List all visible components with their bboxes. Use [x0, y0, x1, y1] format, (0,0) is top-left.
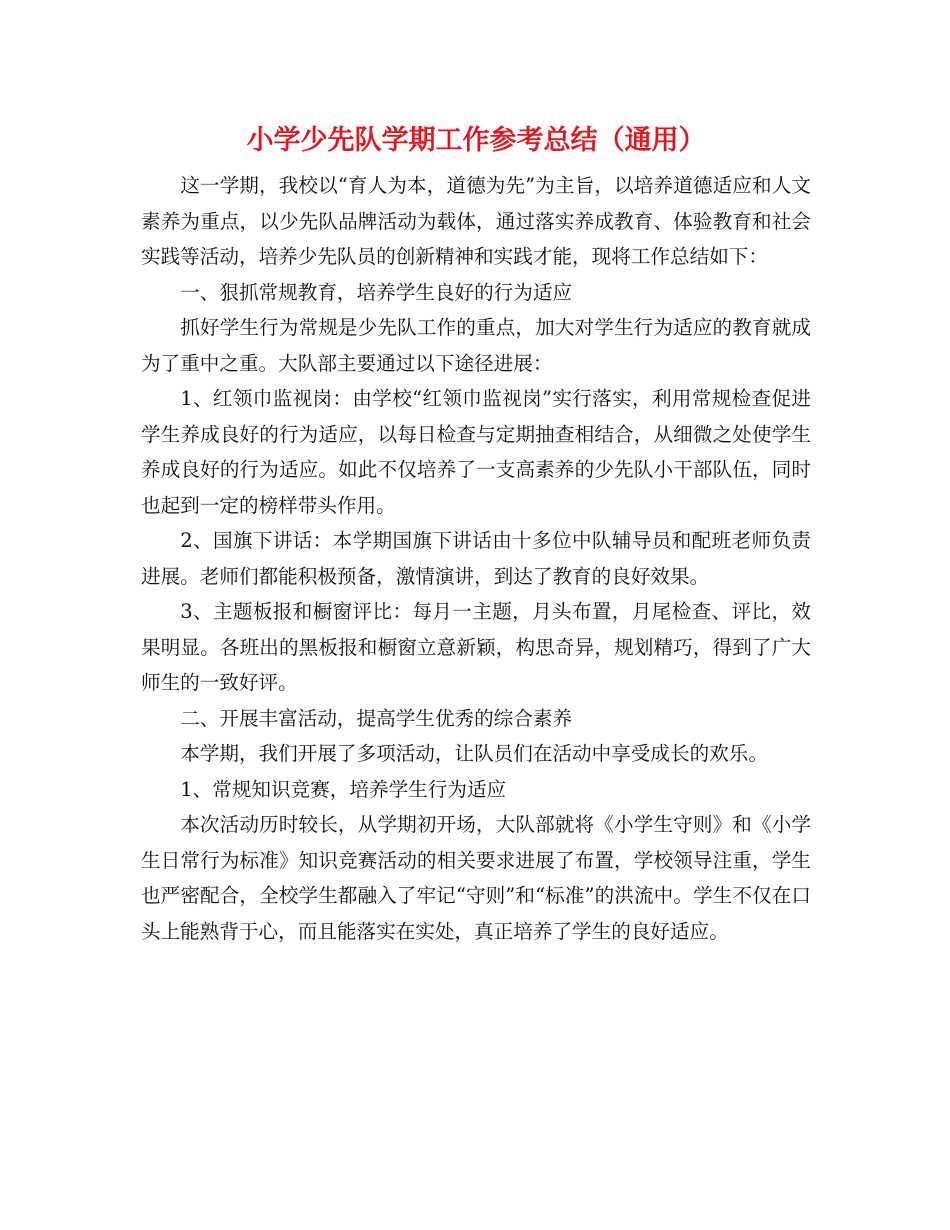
intro-paragraph: 这一学期，我校以“育人为本，道德为先”为主旨，以培养道德适应和人文素养为重点，以少先队品牌活动为载体，通过落实养成教育、体验教育和社会实践等活动，培养少先队员的创新精神和实践才能，现将工作总结如下： [141, 174, 811, 268]
knowledge-contest-paragraph: 本次活动历时较长，从学期初开场，大队部就将《小学生守则》和《小学生日常行为标准》知识竞赛活动的相关要求进展了布置，学校领导注重，学生也严密配合，全校学生都融入了牢记“守则”和“标准”的洪流中。学生不仅在口头上能熟背于心，而且能落实在实处，真正培养了学生的良好适应。 [141, 813, 811, 943]
section-1-paragraph: 抓好学生行为常规是少先队工作的重点，加大对学生行为适应的教育就成为了重中之重。大队部主要通过以下途径进展： [141, 316, 811, 375]
item-blackboard-review: 3、主题板报和橱窗评比：每月一主题，月头布置，月尾检查、评比，效果明显。各班出的黑板报和橱窗立意新颖，构思奇异，规划精巧，得到了广大师生的一致好评。 [141, 600, 811, 694]
subheading-knowledge-contest: 1、常规知识竞赛，培养学生行为适应 [180, 777, 507, 801]
document-title: 小学少先队学期工作参考总结（通用） [246, 125, 706, 156]
document-page [141, 118, 811, 949]
item-flag-speech: 2、国旗下讲话：本学期国旗下讲话由十多位中队辅导员和配班老师负责进展。老师们都能积极预备，激情演讲，到达了教育的良好效果。 [141, 529, 811, 588]
section-heading-2: 二、开展丰富活动，提高学生优秀的综合素养 [180, 706, 573, 730]
section-heading-1: 一、狠抓常规教育，培养学生良好的行为适应 [180, 280, 573, 304]
section-2-paragraph: 本学期，我们开展了多项活动，让队员们在活动中享受成长的欢乐。 [180, 742, 768, 765]
item-red-scarf-supervision: 1、红领巾监视岗：由学校“红领巾监视岗”实行落实，利用常规检查促进学生养成良好的行为适应，以每日检查与定期抽查相结合，从细微之处使学生养成良好的行为适应。如此不仅培养了一支高素养的少先队小干部队伍，同时也起到一定的榜样带头作用。 [141, 387, 811, 517]
